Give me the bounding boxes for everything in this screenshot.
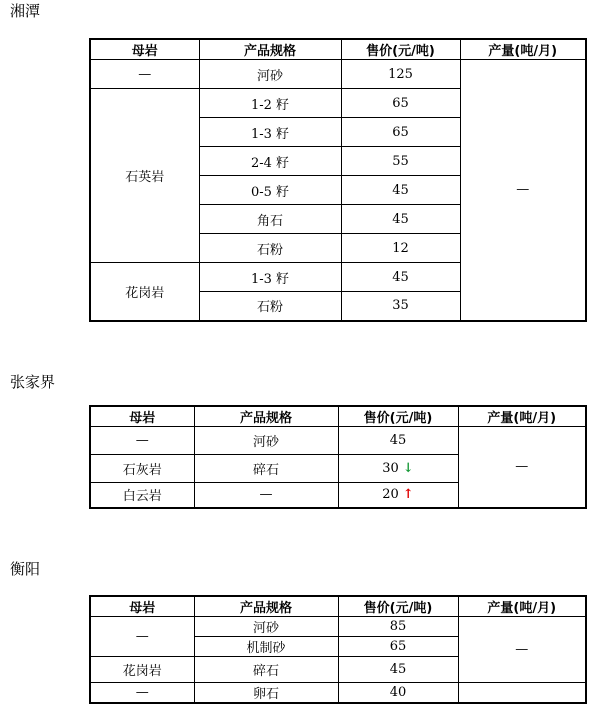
header-output: 产量(吨/月) [458,406,586,427]
price-cell: 55 [341,147,460,176]
rock-cell: 白云岩 [90,483,194,508]
spec-cell: 1-3 籽 [199,118,341,147]
price-down-arrow-icon: ↓ [402,461,414,476]
table-header-row [90,596,586,617]
header-spec: 产品规格 [194,406,338,427]
spec-cell: 碎石 [194,657,338,683]
table-row [90,617,586,637]
spec-cell: 机制砂 [194,637,338,657]
region-title-hengyang: 衡阳 [10,560,41,578]
rock-cell: 石英岩 [90,89,199,263]
price-up-arrow-icon: ↑ [402,487,414,503]
table-row [90,60,586,89]
header-price: 售价(元/吨) [338,406,458,427]
header-output: 产量(吨/月) [458,596,586,617]
header-spec: 产品规格 [194,596,338,617]
price-cell: 45 [341,176,460,205]
price-cell: 125 [341,60,460,89]
spec-cell: 河砂 [194,427,338,455]
price-table-zhangjiajie [89,405,587,509]
price-cell: 45 [341,205,460,234]
rock-cell: 花岗岩 [90,263,199,321]
header-rock: 母岩 [90,39,199,60]
price-cell: 12 [341,234,460,263]
output-cell-empty [458,683,586,704]
price-value: 20 [382,487,399,503]
spec-cell: 河砂 [194,617,338,637]
region-title-xiangtan: 湘潭 [10,2,41,20]
spec-cell: 0-5 籽 [199,176,341,205]
price-cell: 45 [341,263,460,292]
header-output: 产量(吨/月) [460,39,586,60]
header-price: 售价(元/吨) [338,596,458,617]
rock-cell: — [90,617,194,657]
table-row [90,683,586,704]
output-cell: — [460,60,586,321]
price-value: 30 [382,461,399,476]
price-cell: 40 [338,683,458,704]
spec-cell: 1-3 籽 [199,263,341,292]
header-rock: 母岩 [90,406,194,427]
price-cell: 45 [338,427,458,455]
price-cell [338,483,458,508]
header-rock: 母岩 [90,596,194,617]
price-cell: 45 [338,657,458,683]
output-cell: — [458,617,586,683]
output-cell: — [458,427,586,508]
table-header-row [90,39,586,60]
table-row [90,427,586,455]
price-table-xiangtan [89,38,587,322]
header-price: 售价(元/吨) [341,39,460,60]
spec-cell: 1-2 籽 [199,89,341,118]
spec-cell: 角石 [199,205,341,234]
price-cell: 65 [341,89,460,118]
table-header-row [90,406,586,427]
spec-cell: 卵石 [194,683,338,704]
rock-cell: 花岗岩 [90,657,194,683]
rock-cell: — [90,683,194,704]
rock-cell: — [90,60,199,89]
spec-cell: 石粉 [199,292,341,321]
price-cell: 85 [338,617,458,637]
spec-cell: — [194,483,338,508]
header-spec: 产品规格 [199,39,341,60]
spec-cell: 河砂 [199,60,341,89]
region-title-zhangjiajie: 张家界 [10,373,56,391]
price-cell: 35 [341,292,460,321]
spec-cell: 2-4 籽 [199,147,341,176]
price-table-hengyang [89,595,587,704]
rock-cell: — [90,427,194,455]
rock-cell: 石灰岩 [90,455,194,483]
spec-cell: 石粉 [199,234,341,263]
price-cell: 65 [341,118,460,147]
price-cell: 65 [338,637,458,657]
price-cell [338,455,458,483]
spec-cell: 碎石 [194,455,338,483]
